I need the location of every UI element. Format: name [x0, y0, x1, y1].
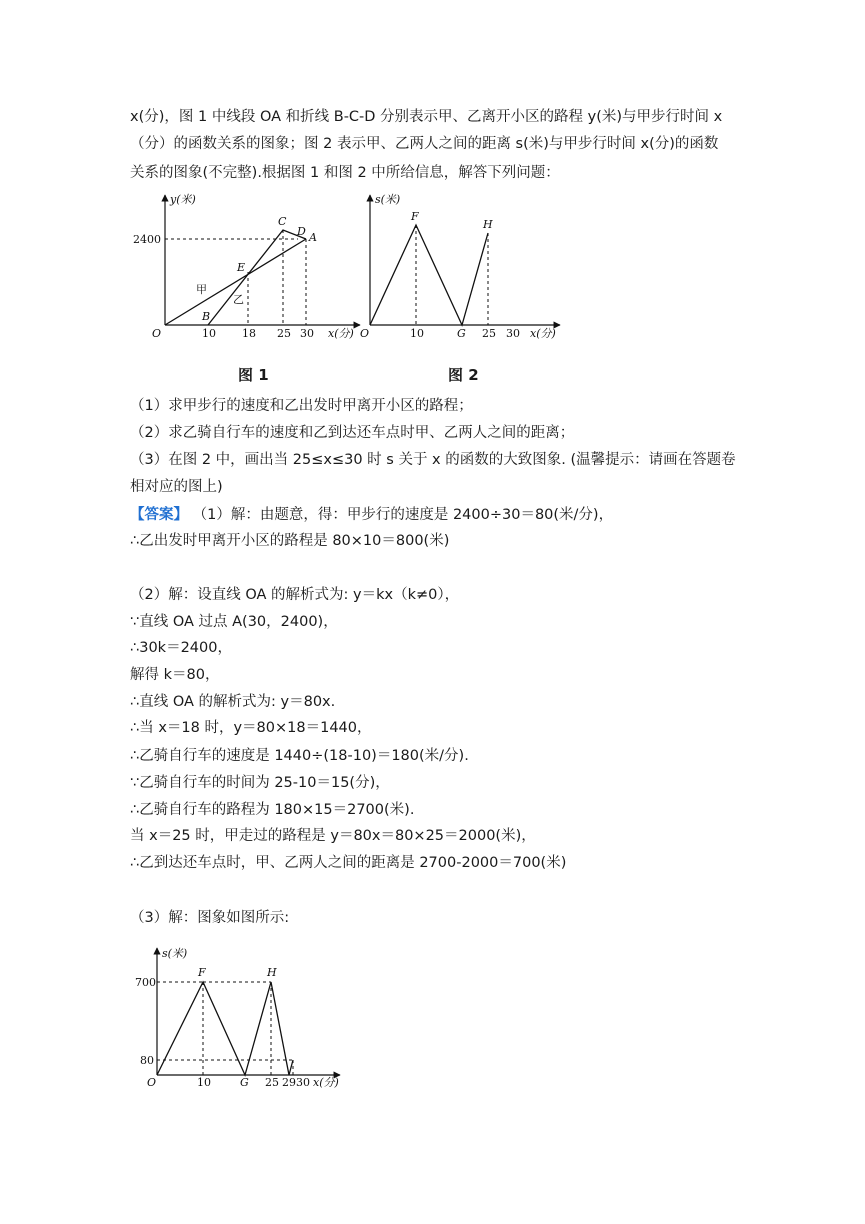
figure-2-caption: 图 2: [448, 366, 479, 384]
fig3-graph-line: [157, 982, 293, 1075]
fig3-x-tick-29: 29: [282, 1076, 296, 1089]
answer-2-line-1: （2）解：设直线 OA 的解析式为: y＝kx（k≠0），: [130, 587, 460, 603]
fig2-y-label: s(米): [375, 193, 401, 206]
fig1-label-A: A: [309, 231, 317, 244]
answer-2-line-8: ∵乙骑自行车的时间为 25-10＝15(分)，: [130, 775, 390, 791]
intro-line-3: 关系的图象(不完整).根据图 1 和图 2 中所给信息，解答下列问题：: [130, 165, 560, 181]
fig3-x-tick-30: 30: [296, 1076, 310, 1089]
fig1-label-D: D: [297, 225, 306, 238]
fig3-origin: O: [147, 1076, 157, 1089]
fig1-line-OA: [165, 239, 306, 325]
figure-2-graph: [355, 185, 570, 350]
fig3-x-tick-10: 10: [197, 1076, 211, 1089]
fig1-x-tick-30: 30: [300, 327, 314, 340]
fig1-origin: O: [152, 327, 162, 340]
fig1-label-jia: 甲: [196, 283, 207, 296]
answer-2-line-9: ∴乙骑自行车的路程为 180×15＝2700(米).: [130, 802, 415, 818]
fig2-x-tick-10: 10: [410, 327, 424, 340]
question-1: （1）求甲步行的速度和乙出发时甲离开小区的路程；: [130, 398, 473, 414]
fig1-y-label: y(米): [170, 193, 196, 206]
fig1-label-yi: 乙: [233, 293, 244, 306]
answer-tag: 【答案】: [130, 507, 188, 523]
answer-2-line-7: ∴乙骑自行车的速度是 1440÷(18-10)＝180(米/分).: [130, 748, 469, 764]
answer-3-line: （3）解：图象如图所示:: [130, 910, 290, 926]
fig1-y-tick-2400: 2400: [133, 233, 161, 246]
fig1-line-BCD: [208, 230, 306, 325]
fig3-y-tick-700: 700: [135, 976, 156, 989]
fig3-label-H: H: [267, 966, 277, 979]
fig3-label-G: G: [240, 1076, 249, 1089]
fig2-x-label: x(分): [530, 327, 556, 340]
answer-2-line-6: ∴当 x＝18 时，y＝80×18＝1440，: [130, 720, 372, 736]
fig3-x-tick-25: 25: [265, 1076, 279, 1089]
question-3-line-1: （3）在图 2 中，画出当 25≤x≤30 时 s 关于 x 的函数的大致图象. (温馨提示：请画在答题卷: [130, 452, 736, 468]
answer-2-line-2: ∵直线 OA 过点 A(30，2400)，: [130, 614, 338, 630]
intro-line-1: x(分)，图 1 中线段 OA 和折线 B-C-D 分别表示甲、乙离开小区的路程 y(米)与甲步行时间 x: [130, 109, 723, 125]
figure-3-graph: [130, 940, 350, 1090]
answer-2-line-5: ∴直线 OA 的解析式为: y＝80x.: [130, 694, 336, 710]
fig3-y-label: s(米): [162, 947, 188, 960]
fig2-origin: O: [360, 327, 370, 340]
answer-1-line-1: [130, 505, 613, 525]
fig3-y-tick-80: 80: [140, 1054, 154, 1067]
figure-1-graph: [130, 185, 370, 350]
question-3-line-2: 相对应的图上): [130, 479, 223, 495]
figure-2: [355, 185, 570, 350]
fig2-label-F: F: [411, 210, 419, 223]
fig1-x-label: x(分): [328, 327, 354, 340]
figure-1: [130, 185, 370, 350]
fig1-x-tick-10: 10: [202, 327, 216, 340]
fig2-graph-line: [370, 225, 488, 325]
fig3-label-F: F: [198, 966, 206, 979]
answer-2-line-10: 当 x＝25 时，甲走过的路程是 y＝80x＝80×25＝2000(米)，: [130, 828, 536, 844]
fig3-x-label: x(分): [313, 1076, 339, 1089]
fig1-label-C: C: [278, 215, 287, 228]
fig2-label-H: H: [483, 218, 493, 231]
fig2-label-G: G: [457, 327, 466, 340]
fig2-x-tick-30: 30: [506, 327, 520, 340]
answer-1-text: （1）解：由题意，得：甲步行的速度是 2400÷30＝80(米/分)，: [192, 507, 614, 523]
answer-1-line-2: ∴乙出发时甲离开小区的路程是 80×10＝800(米): [130, 533, 450, 549]
figure-3: [130, 940, 350, 1090]
answer-2-line-4: 解得 k＝80，: [130, 667, 220, 683]
fig1-x-tick-18: 18: [242, 327, 256, 340]
question-2: （2）求乙骑自行车的速度和乙到达还车点时甲、乙两人之间的距离；: [130, 425, 575, 441]
fig1-x-tick-25: 25: [277, 327, 291, 340]
fig2-x-tick-25: 25: [482, 327, 496, 340]
fig1-label-B: B: [202, 310, 211, 323]
figure-1-caption: 图 1: [238, 366, 269, 384]
answer-2-line-3: ∴30k＝2400，: [130, 640, 232, 656]
intro-line-2: （分）的函数关系的图象；图 2 表示甲、乙两人之间的距离 s(米)与甲步行时间 x(分)的函数: [130, 136, 719, 152]
fig1-label-E: E: [237, 261, 246, 274]
answer-2-line-11: ∴乙到达还车点时，甲、乙两人之间的距离是 2700-2000＝700(米): [130, 855, 567, 871]
